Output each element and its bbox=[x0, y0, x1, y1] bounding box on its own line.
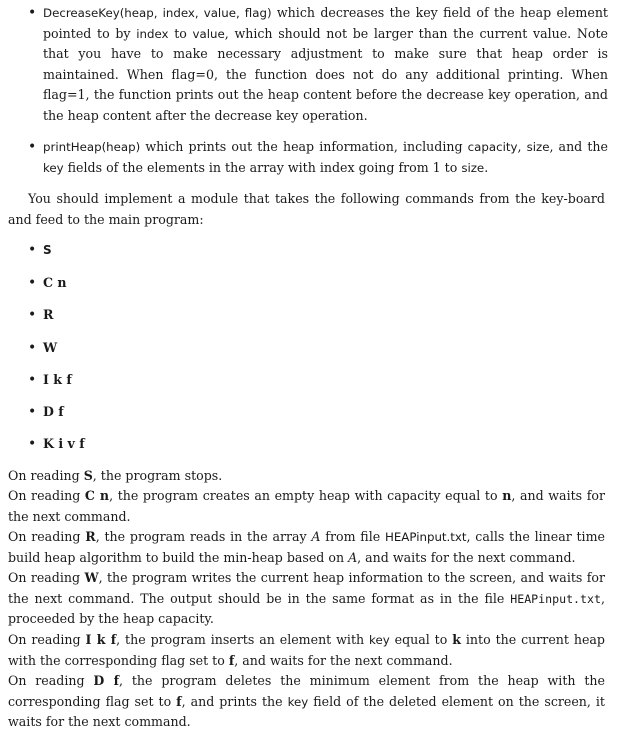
text-run: On reading bbox=[8, 632, 86, 647]
printheap-text bbox=[43, 137, 608, 178]
bullet-icon: • bbox=[28, 372, 37, 388]
command-label: D f bbox=[43, 404, 64, 419]
command-label: C n bbox=[43, 275, 67, 290]
text-run: , and the bbox=[549, 139, 608, 154]
text-run: , which should not be larger than the current value. Note that you have to make necessary adjustment to make sure that heap order is maintained. When flag=0, the function does not do any additional printing. When flag=1, the function prints out the heap content before the decrease key operation, and the heap content after the decrease key operation. bbox=[43, 25, 608, 123]
text-run: , proceeded by the heap capacity. bbox=[8, 590, 605, 626]
field-size: size bbox=[526, 140, 550, 154]
text-run: On reading bbox=[8, 570, 85, 585]
text-run: , calls the linear time build heap algorithm to build the min-heap based on bbox=[8, 529, 605, 565]
text-run: which prints out the heap information, including bbox=[140, 139, 468, 154]
filename: HEAPinput.txt bbox=[510, 591, 601, 606]
text-run: On reading bbox=[8, 468, 84, 483]
desc-d bbox=[8, 671, 605, 733]
text-run: which decreases the key field of the heap element pointed to by bbox=[43, 5, 608, 41]
bullet-icon: • bbox=[28, 5, 37, 21]
bullet-icon: • bbox=[28, 307, 37, 323]
text-run: . bbox=[484, 159, 489, 175]
text-run: equal to bbox=[389, 632, 453, 647]
arg-f: f bbox=[228, 652, 235, 668]
text-run: , and waits for the next command. bbox=[8, 488, 605, 524]
field-size: size bbox=[461, 160, 485, 175]
text-run: , and waits for the next command. bbox=[234, 652, 453, 668]
desc-i bbox=[8, 630, 605, 671]
intro-paragraph: You should implement a module that takes the following commands from the key-board and feed to the main program: bbox=[8, 191, 605, 227]
text-run: , the program stops. bbox=[92, 468, 223, 483]
bullet-icon: • bbox=[28, 139, 37, 155]
filename: HEAPinput.txt bbox=[384, 530, 467, 544]
text-run: field of the deleted element on the screen, it waits for the next command. bbox=[8, 693, 605, 729]
arg-f: f bbox=[176, 693, 182, 709]
text-run: , the program inserts an element with bbox=[116, 632, 370, 647]
array-a: A bbox=[348, 549, 358, 565]
command-label: W bbox=[43, 340, 58, 355]
arg-n: n bbox=[502, 488, 512, 503]
cmd-s: S bbox=[83, 468, 93, 483]
command-item bbox=[28, 338, 57, 358]
text-run: into the current heap with the corresponding flag set to bbox=[8, 632, 605, 668]
desc-s bbox=[8, 466, 605, 487]
cmd-r: R bbox=[85, 529, 96, 544]
text-run: , and waits for the next command. bbox=[357, 549, 576, 565]
text-run: , the program writes the current heap information to the screen, and waits for the next command. The output should be in the same format as in the file bbox=[8, 570, 606, 606]
text-run: , the program creates an empty heap with capacity equal to bbox=[109, 488, 503, 503]
text-run: , the program reads in the array bbox=[95, 529, 312, 544]
command-item bbox=[28, 305, 53, 325]
decreasekey-text bbox=[43, 3, 608, 126]
field-capacity: capacity bbox=[467, 140, 518, 154]
printheap-bullet bbox=[28, 137, 608, 178]
command-label: K i v f bbox=[43, 436, 85, 451]
bullet-icon: • bbox=[28, 242, 37, 258]
text-run: , the program deletes the minimum element from the heap with the corresponding flag set to bbox=[8, 673, 605, 709]
text-run: fields of the elements in the array with index going from 1 to bbox=[63, 159, 462, 175]
command-item bbox=[28, 240, 52, 260]
printheap-signature: printHeap(heap) bbox=[43, 140, 141, 154]
command-label: I k f bbox=[43, 372, 72, 387]
bullet-icon: • bbox=[28, 436, 37, 452]
field-key: key bbox=[369, 633, 390, 647]
arg-k: k bbox=[452, 632, 461, 647]
text-run: , bbox=[517, 139, 527, 154]
cmd-i: I k f bbox=[85, 632, 117, 647]
field-key: key bbox=[287, 694, 309, 709]
arg-value: value bbox=[192, 26, 225, 41]
cmd-c: C n bbox=[84, 488, 110, 503]
desc-r bbox=[8, 527, 605, 568]
command-label: R bbox=[43, 307, 54, 322]
bullet-icon: • bbox=[28, 340, 37, 356]
cmd-d: D f bbox=[93, 673, 119, 688]
text-run: On reading bbox=[8, 673, 94, 688]
arg-index: index bbox=[136, 26, 169, 41]
text-run: On reading bbox=[8, 488, 85, 503]
cmd-w: W bbox=[84, 570, 99, 585]
command-label: S bbox=[43, 243, 52, 257]
decreasekey-signature: DecreaseKey(heap, index, value, flag) bbox=[43, 6, 272, 20]
decreasekey-bullet bbox=[28, 3, 608, 126]
desc-w bbox=[8, 568, 605, 630]
text-run: from file bbox=[320, 529, 385, 544]
text-run: , and prints the bbox=[181, 693, 288, 709]
desc-c bbox=[8, 486, 605, 527]
text-run: to bbox=[168, 25, 193, 41]
command-item bbox=[28, 273, 67, 293]
command-item bbox=[28, 370, 72, 390]
bullet-icon: • bbox=[28, 404, 37, 420]
command-item bbox=[28, 402, 64, 422]
command-item bbox=[28, 434, 85, 454]
text-run: On reading bbox=[8, 529, 86, 544]
bullet-icon: • bbox=[28, 275, 37, 291]
array-a: A bbox=[311, 529, 321, 544]
field-key: key bbox=[43, 160, 64, 175]
